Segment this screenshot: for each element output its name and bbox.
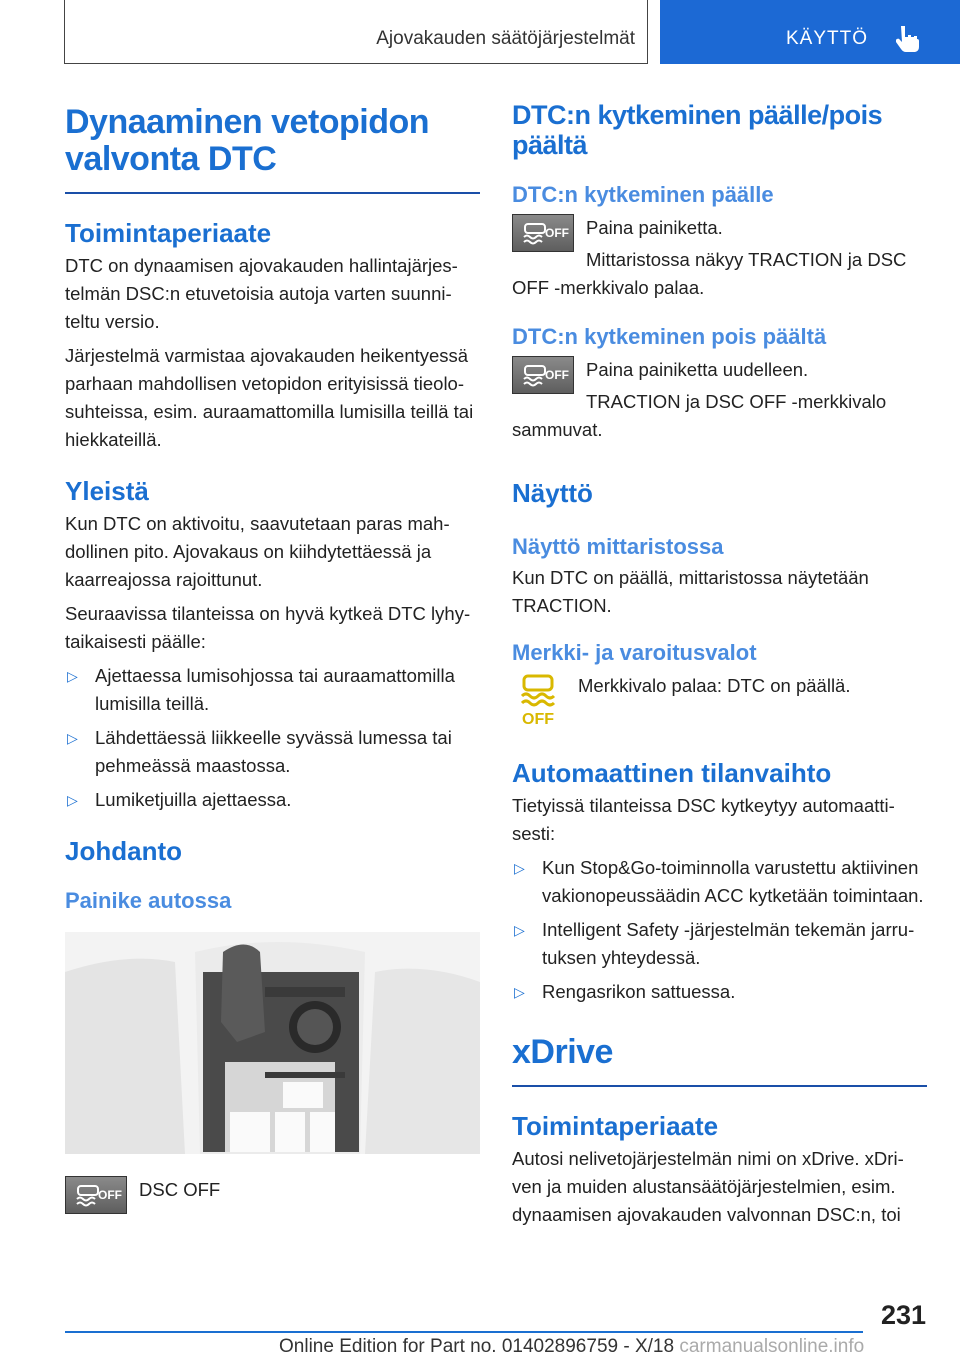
heading-dtc-on: DTC:n kytkeminen päälle (512, 182, 774, 207)
heading-principle: Toimintaperiaate (65, 217, 272, 248)
dtc-off-step-2: TRACTION ja DSC OFF -merkkivalo sammuvat. (512, 391, 887, 440)
pointing-hand-icon (896, 24, 922, 52)
auto-paragraph: Tietyissä tilanteissa DSC kytkeytyy automaattisesti: (512, 795, 895, 844)
off-label: OFF (545, 368, 569, 382)
indicator-light-row (512, 672, 927, 732)
triangle-bullet-icon: ▷ (514, 984, 525, 1000)
heading-cluster-display: Näyttö mittaristossa (512, 534, 724, 559)
principle-paragraph-1: DTC on dynaamisen ajovakauden hallintajärjestelmän DSC:n etuvetoisia autoja varten suunniteltu versio. (65, 254, 458, 332)
dtc-indicator-light-icon (512, 672, 564, 728)
right-column (512, 100, 927, 1229)
heading-xdrive: xDrive (512, 1033, 613, 1071)
header-chapter-title: KÄYTTÖ (786, 28, 869, 49)
header-chapter-tab (660, 0, 960, 64)
heading-button-in-car: Painike autossa (65, 887, 232, 913)
list-item: ▷ Rengasrikon sattuessa. (512, 978, 927, 1006)
list-item: ▷ Ajettaessa lumisohjossa tai auraamattomilla lumisilla teillä. (65, 662, 480, 718)
footer-edition (279, 1336, 864, 1358)
indicator-light-paragraph: Merkkivalo palaa: DTC on päällä. (578, 675, 851, 696)
heading-dtc-off: DTC:n kytkeminen pois päältä (512, 324, 827, 349)
dsc-off-button-icon (65, 1176, 127, 1214)
dtc-on-block (512, 214, 927, 302)
heading-introduction: Johdanto (65, 835, 182, 866)
general-paragraph-2: Seuraavissa tilanteissa on hyvä kytkeä DTC lyhytaikaisesti päälle: (65, 602, 471, 652)
xdrive-divider (512, 1085, 927, 1087)
header-section-title: Ajovakauden säätöjärjestelmät (376, 28, 635, 49)
triangle-bullet-icon: ▷ (514, 860, 525, 876)
dtc-on-step-2: Mittaristossa näkyy TRACTION ja DSC OFF -merkkivalo palaa. (512, 249, 907, 298)
svg-text:OFF: OFF (522, 711, 554, 728)
footer-watermark: carmanualsonline.info (679, 1336, 865, 1357)
dsc-off-button-icon (512, 214, 574, 252)
heading-display: Näyttö (512, 478, 593, 508)
heading-auto-mode-change: Automaattinen tilanvaihto (512, 758, 832, 788)
footer-divider (65, 1331, 863, 1333)
header-section-tab (64, 0, 648, 64)
page-number: 231 (880, 1300, 926, 1330)
heading-general: Yleistä (65, 475, 149, 506)
list-item: ▷ Kun Stop&Go-toiminnolla varustettu aktiivinen vakionopeussäädin ACC kytketään toimintaan. (512, 854, 927, 910)
page-title-dtc: Dynaaminen vetopidon valvonta DTC (65, 103, 430, 178)
heading-xdrive-principle: Toimintaperiaate (512, 1110, 719, 1141)
heading-dtc-toggle: DTC:n kytkeminen päälle/pois päältä (512, 100, 883, 160)
xdrive-paragraph: Autosi nelivetojärjestelmän nimi on xDrive. xDriven ja muiden alustansäätöjärjestelmien, esim. dynaamisen ajovakauden valvonnan DSC:n, toi (512, 1147, 904, 1225)
left-column (65, 100, 480, 1214)
triangle-bullet-icon: ▷ (67, 729, 78, 746)
title-divider (65, 192, 480, 194)
triangle-bullet-icon: ▷ (514, 922, 525, 938)
cluster-paragraph: Kun DTC on päällä, mittaristossa näytetään TRACTION. (512, 567, 869, 616)
off-label: OFF (545, 226, 569, 240)
auto-bullet-list (512, 854, 927, 1006)
list-item: ▷ Lähdettäessä liikkeelle syvässä lumessa tai pehmeässä maastossa. (65, 724, 480, 780)
list-item: ▷ Intelligent Safety -järjestelmän tekemän jarrutuksen yhteydessä. (512, 916, 927, 972)
footer-edition-text: Online Edition for Part no. 01402896759 - X/18 (279, 1336, 675, 1357)
general-paragraph-1: Kun DTC on aktivoitu, saavutetaan paras mahdollinen pito. Ajovakaus on kiihdytettäessä ja kaarreajossa rajoittunut. (65, 512, 450, 590)
center-console-image (65, 932, 480, 1154)
dsc-off-caption-row (65, 1176, 480, 1214)
triangle-bullet-icon: ▷ (67, 667, 78, 684)
dtc-on-step-1: Paina painiketta. (586, 217, 723, 238)
triangle-bullet-icon: ▷ (67, 791, 78, 808)
heading-indicator-lights: Merkki- ja varoitusvalot (512, 640, 757, 665)
dtc-off-block (512, 356, 927, 444)
off-label: OFF (98, 1187, 122, 1202)
center-console-photo (65, 932, 480, 1154)
dsc-off-caption: DSC OFF (139, 1178, 221, 1200)
general-bullet-list (65, 662, 480, 814)
dsc-off-button-icon (512, 356, 574, 394)
principle-paragraph-2: Järjestelmä varmistaa ajovakauden heikentyessä parhaan mahdollisen vetopidon erityisissä tieolosuhteissa, esim. auraamattomilla lumisilla teillä tai hiekkateillä. (65, 344, 474, 450)
dtc-off-step-1: Paina painiketta uudelleen. (586, 359, 809, 380)
list-item: ▷ Lumiketjuilla ajettaessa. (65, 786, 480, 814)
